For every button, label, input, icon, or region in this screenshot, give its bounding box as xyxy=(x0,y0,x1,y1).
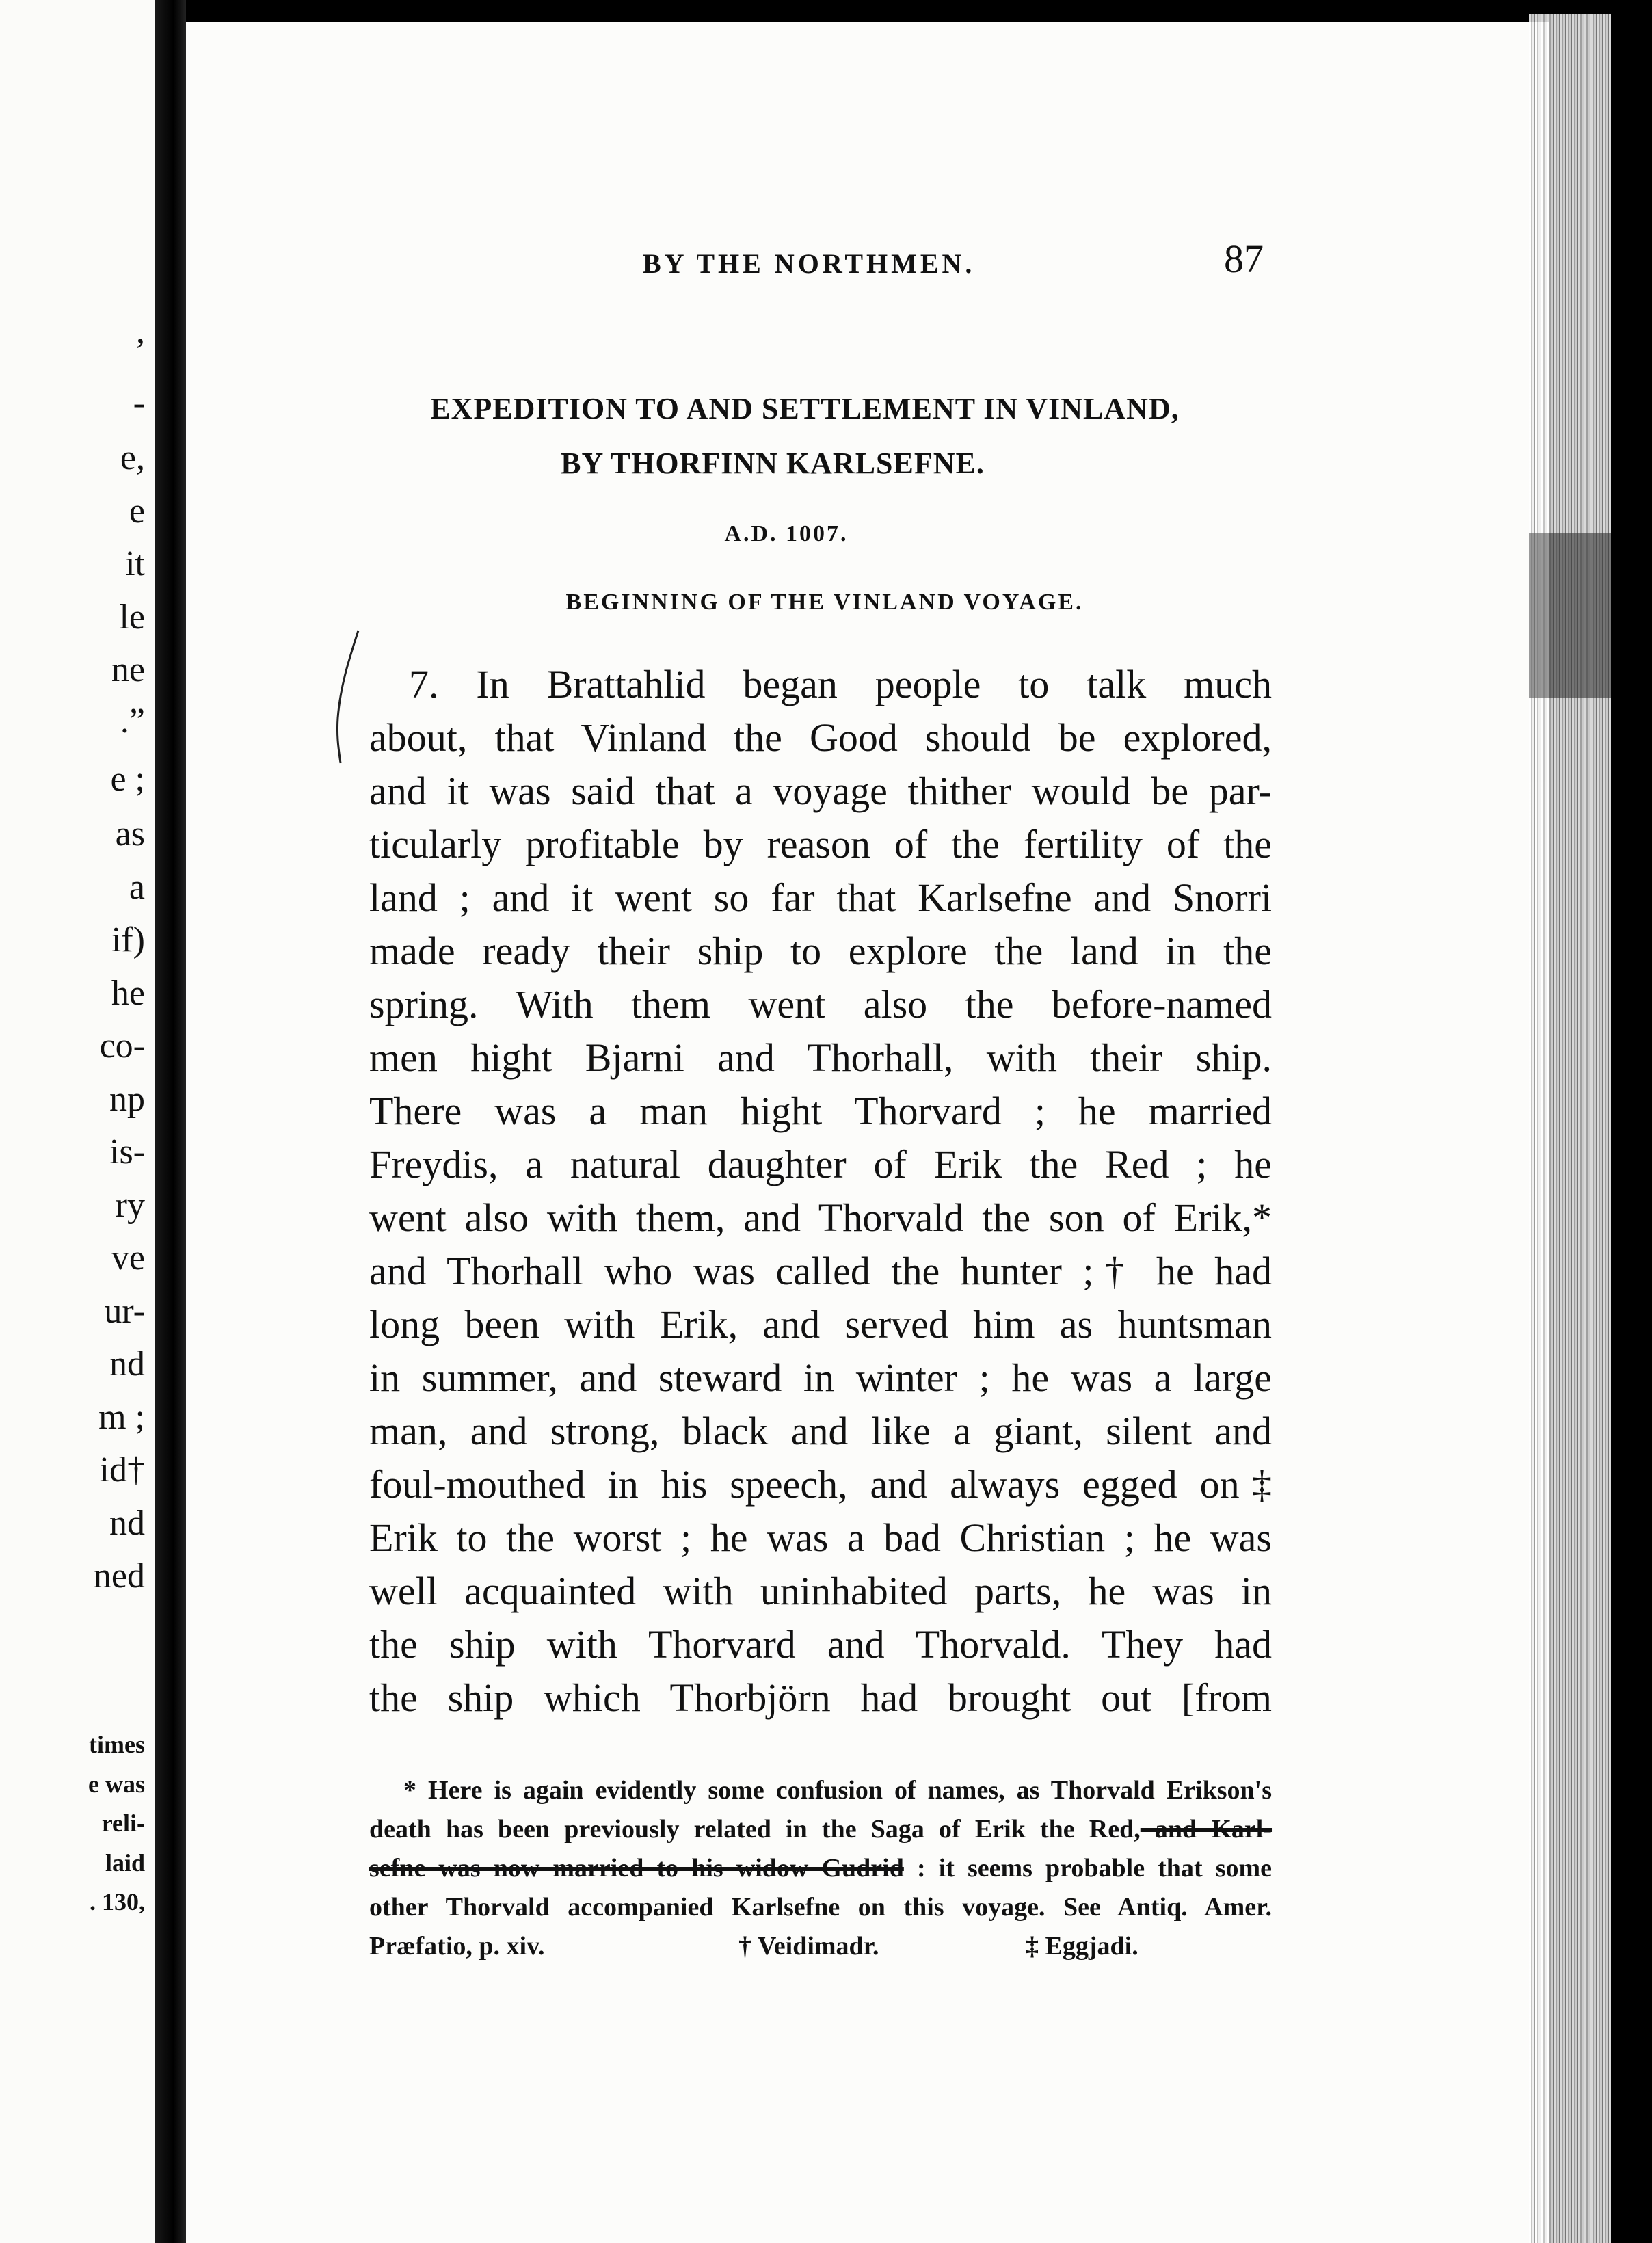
left-fragment: e ; xyxy=(110,760,145,799)
left-fragment: co- xyxy=(99,1026,145,1065)
chapter-title: EXPEDITION TO AND SETTLEMENT IN VINLAND, xyxy=(430,392,1180,425)
left-footnote-fragment: e was xyxy=(88,1770,145,1798)
footnote-line: other Thorvald accompanied Karlsefne on this voyage. See Antiq. Amer. xyxy=(369,1893,1272,1922)
left-footnote-fragment: reli- xyxy=(101,1809,145,1837)
left-fragment: he xyxy=(111,974,145,1013)
left-fragment: le xyxy=(119,598,145,637)
body-line: foul-mouthed in his speech, and always egged on‡ xyxy=(369,1462,1272,1507)
left-fragment: it xyxy=(125,544,145,583)
left-fragment: ned xyxy=(93,1556,145,1595)
footnote-line xyxy=(369,1810,1272,1849)
pencil-margin-mark xyxy=(334,629,361,766)
left-fragment: - xyxy=(133,384,145,423)
body-line: the ship which Thorbjörn had brought out [from xyxy=(369,1675,1272,1720)
left-fragment: if) xyxy=(111,920,145,959)
left-fragment: as xyxy=(115,814,145,853)
body-text xyxy=(369,658,1272,1725)
left-fragment: , xyxy=(136,312,145,351)
footnote-double-dagger: ‡ Eggjadi. xyxy=(1026,1932,1138,1961)
facing-page-fragment xyxy=(0,0,155,2243)
left-fragment: m ; xyxy=(98,1398,145,1437)
chapter-date: A.D. 1007. xyxy=(724,521,849,546)
left-fragment: nd xyxy=(109,1344,145,1383)
body-line: spring. With them went also the before-named xyxy=(369,982,1272,1026)
left-fragment: e, xyxy=(120,438,145,477)
body-line: made ready their ship to explore the land in the xyxy=(369,929,1272,973)
left-fragment: a xyxy=(129,868,145,907)
footnote-text: : it seems probable that some xyxy=(916,1854,1273,1883)
body-line: about, that Vinland the Good should be explored, xyxy=(369,715,1272,760)
body-line: the ship with Thorvard and Thorvald. They had xyxy=(369,1622,1272,1667)
footnote-line: * Here is again evidently some confusion of names, as Thorvald Erikson's xyxy=(403,1776,1272,1805)
left-fragment: ry xyxy=(115,1186,145,1225)
body-line: and it was said that a voyage thither would be par- xyxy=(369,769,1272,813)
left-fragment: id† xyxy=(99,1450,145,1489)
body-line: Erik to the worst ; he was a bad Christian ; he was xyxy=(369,1515,1272,1560)
left-fragment: ne xyxy=(111,650,145,689)
chapter-subtitle: BY THORFINN KARLSEFNE. xyxy=(561,447,985,480)
body-line: in summer, and steward in winter ; he was a large xyxy=(369,1355,1272,1400)
left-footnote-fragment: times xyxy=(89,1731,145,1758)
footnote-text: death has been previously related in the Saga of Erik the Red, xyxy=(369,1815,1141,1844)
left-footnote-fragment: laid xyxy=(105,1849,145,1876)
left-footnote-fragment: . 130, xyxy=(90,1888,145,1915)
footnotes xyxy=(369,1771,1272,1966)
book-gutter xyxy=(155,0,186,2243)
left-fragment: .” xyxy=(120,702,145,741)
left-fragment: e xyxy=(129,492,145,531)
body-line: went also with them, and Thorvald the son of Erik,* xyxy=(369,1195,1272,1240)
left-fragment: ur- xyxy=(104,1292,145,1331)
body-line: well acquainted with uninhabited parts, he was in xyxy=(369,1569,1272,1613)
body-line: long been with Erik, and served him as huntsman xyxy=(369,1302,1272,1346)
footnote-dagger: † Veidimadr. xyxy=(738,1932,879,1961)
body-line: ticularly profitable by reason of the fertility of the xyxy=(369,822,1272,866)
body-line: man, and strong, black and like a giant, silent and xyxy=(369,1409,1272,1453)
page-edges xyxy=(1529,14,1611,2243)
body-line: There was a man hight Thorvard ; he married xyxy=(369,1089,1272,1133)
body-line: land ; and it went so far that Karlsefne and Snorri xyxy=(369,875,1272,920)
section-heading: BEGINNING OF THE VINLAND VOYAGE. xyxy=(565,589,1084,615)
body-line: men hight Bjarni and Thorhall, with their ship. xyxy=(369,1035,1272,1080)
left-fragment: nd xyxy=(109,1504,145,1543)
scan-border xyxy=(1611,0,1652,2243)
footnote-line xyxy=(369,1849,1272,1888)
body-line: Freydis, a natural daughter of Erik the Red ; he xyxy=(369,1142,1272,1186)
page-number: 87 xyxy=(1224,237,1264,281)
footnote-ref: Præfatio, p. xiv. xyxy=(369,1932,545,1961)
left-fragment: np xyxy=(109,1080,145,1119)
left-fragment: is- xyxy=(109,1132,145,1171)
running-head: BY THE NORTHMEN. xyxy=(643,248,976,279)
body-line: and Thorhall who was called the hunter ;† he had xyxy=(369,1249,1272,1293)
struck-text: sefne was now married to his widow Gudrid xyxy=(369,1854,904,1883)
footnote-line xyxy=(369,1927,1272,1966)
struck-text: and Karl- xyxy=(1140,1815,1273,1844)
body-line: 7. In Brattahlid began people to talk much xyxy=(409,662,1272,706)
left-fragment: ve xyxy=(111,1238,145,1277)
